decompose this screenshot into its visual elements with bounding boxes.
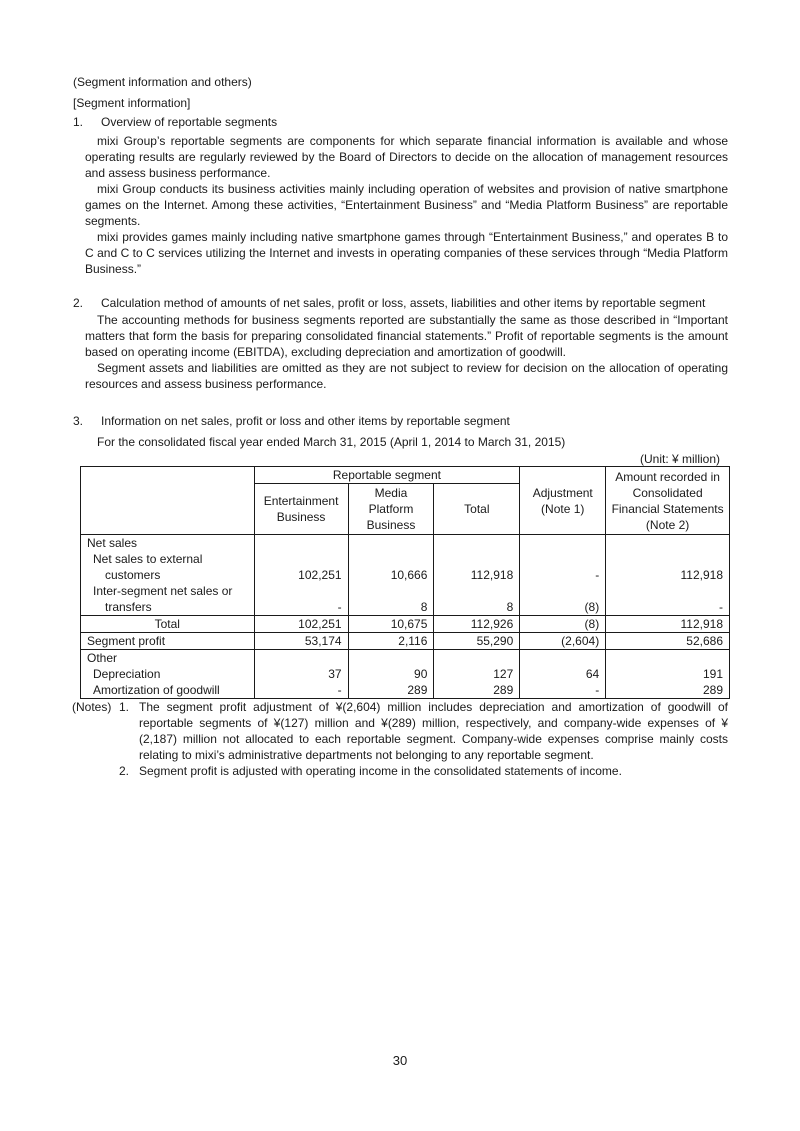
- header-amount-recorded: Amount recorded in Consolidated Financial Statements (Note 2): [606, 467, 730, 535]
- table-row: [81, 650, 730, 667]
- row-label-amortization: Amortization of goodwill: [81, 682, 255, 699]
- section-1-number: 1.: [73, 115, 84, 129]
- cell-value: 112,918: [434, 567, 520, 583]
- section-2-heading-text: Calculation method of amounts of net sales, profit or loss, assets, liabilities and other items by reportable segment: [101, 296, 706, 310]
- cell-value: 37: [254, 666, 348, 682]
- cell-value: 289: [348, 682, 434, 699]
- cell-value: -: [520, 682, 606, 699]
- cell-value: 10,666: [348, 567, 434, 583]
- note-1-number: 1.: [119, 700, 130, 714]
- subsection-title: [Segment information]: [73, 96, 191, 110]
- fiscal-period: For the consolidated fiscal year ended March 31, 2015 (April 1, 2014 to March 31, 2015): [97, 435, 566, 449]
- cell-value: 2,116: [348, 633, 434, 650]
- header-total: Total: [434, 484, 520, 535]
- section-2-paragraph-1: The accounting methods for business segments reported are substantially the same as those described in “Important matters that form the basis for preparing consolidated financial statements.” Profit of reportable segments is the amount based on operating income (EBITDA), excluding depreciation and amortization of goodwill.: [85, 313, 728, 359]
- note-1: [119, 699, 728, 763]
- table-row: [81, 551, 730, 567]
- row-label-depreciation: Depreciation: [81, 666, 255, 682]
- cell-value: 64: [520, 666, 606, 682]
- table-row: [81, 583, 730, 599]
- row-label-inter-2: transfers: [81, 599, 255, 616]
- section-1-paragraph-1: mixi Group’s reportable segments are components for which separate financial information is available and whose operating results are regularly reviewed by the Board of Directors to decide on the allocation of management resources and assess business performance.: [85, 134, 728, 180]
- section-title: (Segment information and others): [73, 75, 252, 89]
- table-row: [81, 633, 730, 650]
- row-label-net-sales: Net sales: [81, 535, 255, 552]
- unit-label: (Unit: ¥ million): [639, 452, 720, 466]
- header-adjustment: Adjustment (Note 1): [520, 467, 606, 535]
- notes-section: [72, 699, 728, 779]
- section-2-number: 2.: [73, 296, 84, 310]
- note-1-text: The segment profit adjustment of ¥(2,604) million includes depreciation and amortization of goodwill of reportable segments of ¥(127) million and ¥(289) million, respectively, and company-wide expenses of ¥(2,187) million not allocated to each reportable segment. Company-wide expenses comprise mainly costs relating to mixi’s administrative departments not belonging to any reportable segment.: [139, 700, 728, 762]
- note-2-number: 2.: [119, 764, 130, 778]
- cell-value: 127: [434, 666, 520, 682]
- section-3-heading: [73, 413, 728, 429]
- cell-value: 90: [348, 666, 434, 682]
- cell-value: (2,604): [520, 633, 606, 650]
- note-2-text: Segment profit is adjusted with operating income in the consolidated statements of income.: [139, 764, 622, 778]
- cell-value: 102,251: [254, 567, 348, 583]
- header-blank-cell: [81, 467, 255, 535]
- cell-value: 289: [606, 682, 730, 699]
- table-header-row-1: [81, 467, 730, 484]
- row-label-other: Other: [81, 650, 255, 667]
- cell-value: 52,686: [606, 633, 730, 650]
- section-3-heading-text: Information on net sales, profit or loss and other items by reportable segment: [101, 414, 510, 428]
- table-row: [81, 666, 730, 682]
- section-1-paragraph-2: mixi Group conducts its business activities mainly including operation of websites and provision of native smartphone games on the Internet. Among these activities, “Entertainment Business” and “Media Platform Business” are reportable segments.: [85, 182, 728, 228]
- row-label-inter-1: Inter-segment net sales or: [81, 583, 255, 599]
- row-label-external-1: Net sales to external: [81, 551, 255, 567]
- cell-value: 112,926: [434, 616, 520, 633]
- cell-value: 53,174: [254, 633, 348, 650]
- cell-value: 8: [348, 599, 434, 616]
- section-3-number: 3.: [73, 414, 84, 428]
- section-1-paragraph-3: mixi provides games mainly including native smartphone games through “Entertainment Business,” and operates B to C and C to C services utilizing the Internet and invests in operating companies of these services through “Media Platform Business.”: [85, 230, 728, 276]
- notes-label: (Notes): [72, 700, 112, 714]
- table-row: [81, 599, 730, 616]
- row-label-segment-profit: Segment profit: [81, 633, 255, 650]
- cell-value: 8: [434, 599, 520, 616]
- cell-value: 191: [606, 666, 730, 682]
- cell-value: 10,675: [348, 616, 434, 633]
- section-1-heading-text: Overview of reportable segments: [101, 115, 278, 129]
- header-entertainment-business: Entertainment Business: [254, 484, 348, 535]
- cell-value: (8): [520, 599, 606, 616]
- header-reportable-segment: Reportable segment: [254, 467, 520, 484]
- row-label-total: Total: [81, 616, 255, 633]
- page-number: 30: [392, 1053, 408, 1068]
- section-2-paragraph-2: Segment assets and liabilities are omitted as they are not subject to review for decision on the allocation of operating resources and assess business performance.: [85, 361, 728, 391]
- cell-value: 289: [434, 682, 520, 699]
- document-page: [73, 74, 728, 779]
- cell-value: -: [254, 599, 348, 616]
- cell-value: 112,918: [606, 567, 730, 583]
- section-1-heading: [73, 114, 728, 130]
- cell-value: 102,251: [254, 616, 348, 633]
- cell-value: -: [254, 682, 348, 699]
- cell-value: -: [606, 599, 730, 616]
- notes-list: [119, 699, 728, 779]
- cell-value: 112,918: [606, 616, 730, 633]
- cell-value: (8): [520, 616, 606, 633]
- table-row: [81, 616, 730, 633]
- cell-value: 55,290: [434, 633, 520, 650]
- row-label-external-2: customers: [81, 567, 255, 583]
- table-row: [81, 567, 730, 583]
- cell-value: -: [520, 567, 606, 583]
- section-2-heading: [73, 295, 728, 311]
- note-2: [119, 763, 728, 779]
- table-row: [81, 682, 730, 699]
- table-row: [81, 535, 730, 552]
- segment-table: [80, 466, 730, 699]
- header-media-platform-business: Media Platform Business: [348, 484, 434, 535]
